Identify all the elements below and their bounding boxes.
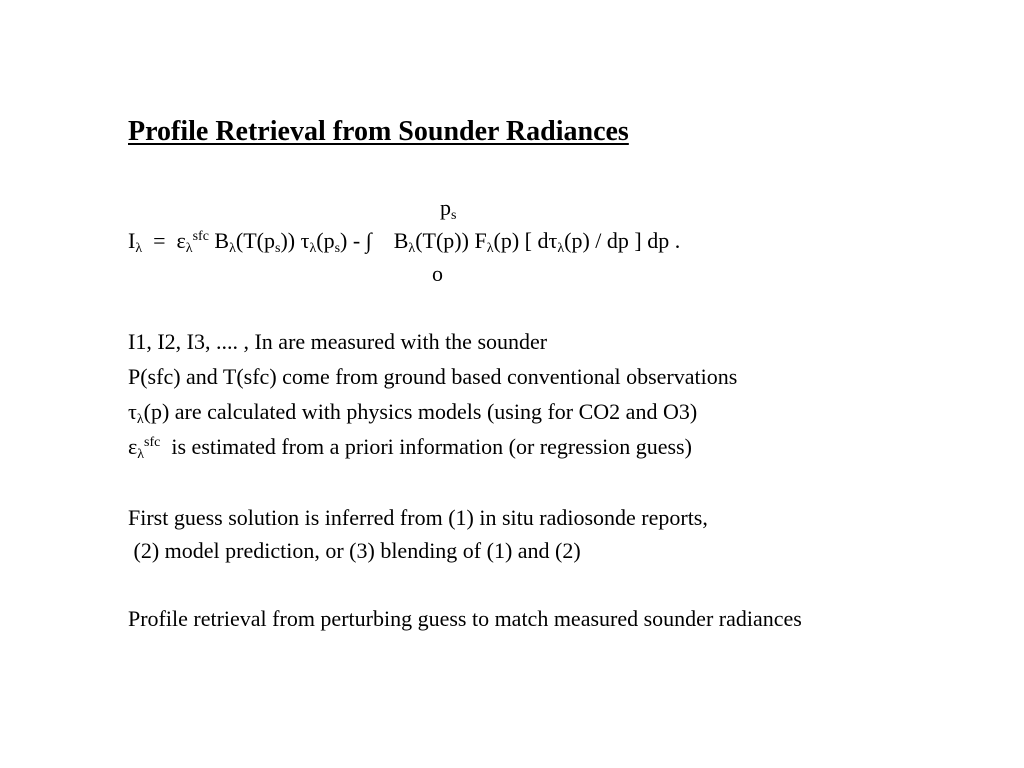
- text-line-emissivity: [128, 432, 692, 462]
- eq-lambda-sub: λ: [486, 241, 494, 256]
- transmittance-text: (p) are calculated with physics models (using for CO2 and O3): [143, 399, 698, 424]
- eq-s-sub: s: [334, 241, 341, 256]
- eq-bracket-d: (p) [ d: [493, 228, 549, 253]
- integral-sign: ∫: [365, 228, 372, 253]
- eq-ps: (p: [316, 228, 335, 253]
- eq-intensity: I: [128, 228, 136, 253]
- eq-lambda-sub: λ: [557, 241, 565, 256]
- lambda-sub: λ: [136, 412, 144, 427]
- eq-tau: τ: [300, 228, 310, 253]
- radiance-equation: [128, 226, 680, 256]
- eq-f: F: [474, 228, 487, 253]
- lambda-sub: λ: [137, 447, 145, 462]
- eq-minus: ) -: [340, 228, 361, 253]
- text-line-retrieval: Profile retrieval from perturbing guess to match measured sounder radiances: [128, 606, 802, 631]
- eq-planck-b: B: [393, 228, 409, 253]
- eq-lambda-sub: λ: [135, 241, 143, 256]
- text-line-first-guess-cont: [128, 536, 581, 566]
- eq-tau: τ: [548, 228, 558, 253]
- text-line-first-guess: First guess solution is inferred from (1) in situ radiosonde reports,: [128, 505, 708, 530]
- eq-lambda-sub: λ: [229, 241, 236, 256]
- eq-s-sub: s: [275, 241, 281, 256]
- integral-upper-limit: [440, 195, 456, 221]
- upper-limit-base: p: [440, 195, 451, 220]
- sfc-sup: sfc: [144, 435, 161, 450]
- tau-symbol: τ: [128, 399, 137, 424]
- slide-title: Profile Retrieval from Sounder Radiances: [128, 116, 629, 147]
- first-guess-cont-text: (2) model prediction, or (3) blending of (1) and (2): [133, 538, 581, 563]
- eq-t-p: (T(p)): [415, 228, 469, 253]
- eq-over-dp: (p) / dp ] dp .: [564, 228, 681, 253]
- epsilon-symbol: ε: [128, 434, 138, 459]
- eq-planck-b: B: [214, 228, 230, 253]
- eq-lambda-sub: λ: [309, 241, 317, 256]
- eq-lambda-sub: λ: [185, 241, 193, 256]
- emissivity-text: is estimated from a priori information (or regression guess): [171, 434, 692, 459]
- eq-close: )): [280, 228, 296, 253]
- eq-epsilon: ε: [176, 228, 186, 253]
- text-line-surface: P(sfc) and T(sfc) come from ground based conventional observations: [128, 364, 738, 389]
- integral-lower-limit: o: [432, 261, 443, 286]
- eq-t-ps: (T(p: [235, 228, 275, 253]
- eq-sfc-sup: sfc: [192, 229, 209, 244]
- eq-equals: =: [153, 228, 166, 253]
- text-line-measured: I1, I2, I3, .... , In are measured with the sounder: [128, 329, 548, 354]
- eq-lambda-sub: λ: [408, 241, 416, 256]
- upper-limit-subscript: s: [451, 208, 457, 223]
- text-line-transmittance: [128, 397, 697, 427]
